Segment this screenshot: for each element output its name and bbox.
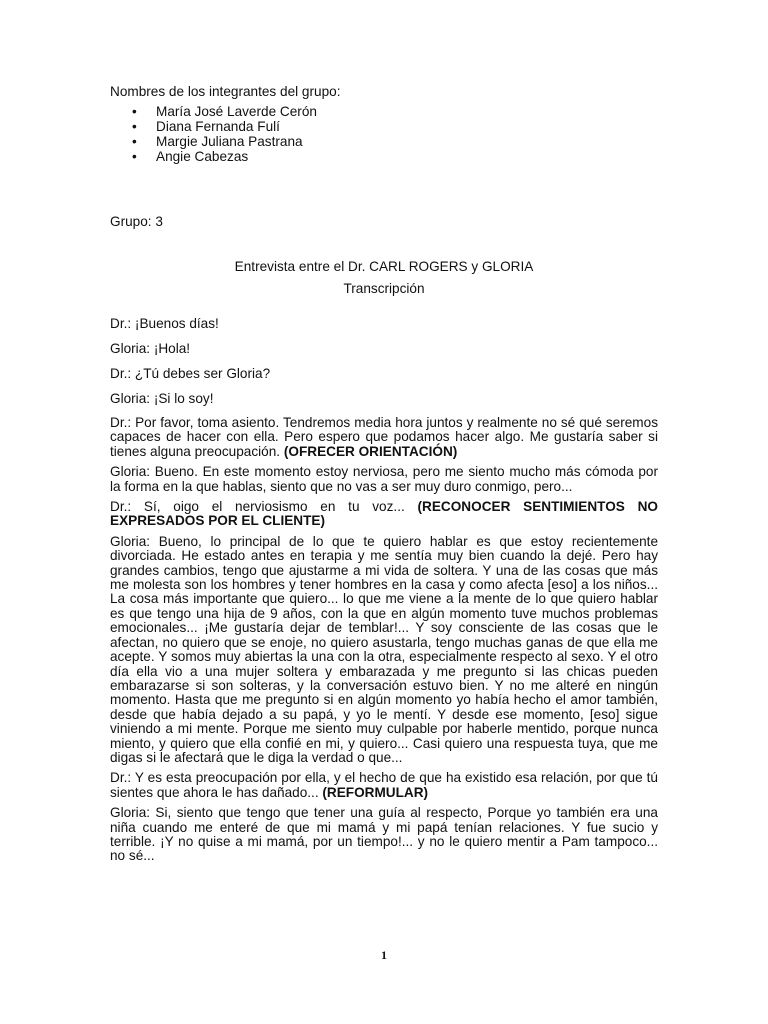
dialogue-text: Gloria: ¡Hola! [110,341,191,356]
dialogue-line [110,391,658,407]
dialogue-line [110,806,658,864]
technique-tag: (RECONOCER SENTIMIENTOS NO EXPRESADOS POR EL CLIENTE) [110,499,658,529]
dialogue-line [110,341,658,357]
document-subtitle: Transcripción [343,281,425,296]
dialogue-text: Dr.: ¿Tú debes ser Gloria? [110,366,271,381]
document-title: Entrevista entre el Dr. CARL ROGERS y GLORIA [234,259,534,274]
member-item: • Margie Juliana Pastrana [110,134,658,149]
technique-tag: (REFORMULAR) [322,784,429,800]
member-item: • Angie Cabezas [110,149,658,164]
dialogue-text: Dr.: Y es esta preocupación por ella, y el hecho de que ha existido esa relación, por que tú sientes que ahora le has dañado... [110,770,658,800]
page-number: 1 [381,948,387,962]
dialogue-line [110,316,658,332]
transcript [110,316,658,864]
dialogue-text: Gloria: Bueno, lo principal de lo que te quiero hablar es que estoy recientemente divorciada. He estado antes en terapia y me sentía muy bien cuando la dejé. Pero hay grandes cambios, tengo que ajustarme a mi vida de soltera. Y una de las cosas que más me molesta son los hombres y tener hombres en la casa y como afecta [eso] a los niños... La cosa más importante que quiero... lo que me viene a la mente de lo que quiero hablar es que tengo una hija de 9 años, con la que en algún momento tuve muchos problemas emocionales... ¡Me gustaría dejar de temblar!... Y soy consciente de las cosas que le afectan, no quiero que se enoje, no quiero asustarla, tengo muchas ganas de que ella me acepte. Y somos muy abiertas la una con la otra, especialmente respecto al sexo. Y el otro día ella vio a una mujer soltera y embarazada y me pregunto si las chicas pueden embarazarse si son solteras, y la conversación estuvo bien. Y no me alteré en ningún momento. Hasta que me pregunto si en algún momento yo había hecho el amor también, desde que había dejado a su papá, y yo le mentí. Y desde ese momento, [eso] sigue viniendo a mi mente. Porque me siento muy culpable por haberle mentido, porque nunca miento, y quiero que ella confié en mi, y quiero... Casi quiero una respuesta tuya, que me digas si le afectará que le diga la verdad o que... [110,533,658,765]
document-content [110,84,658,870]
dialogue-line [110,535,658,766]
dialogue-text: Gloria: Bueno. En este momento estoy nerviosa, pero me siento mucho más cómoda por la forma en la que hablas, siento que no vas a ser muy duro conmigo, pero... [110,464,658,494]
dialogue-line [110,465,658,494]
group-number: Grupo: 3 [110,214,163,229]
member-item: • María José Laverde Cerón [110,104,658,119]
members-list [110,104,658,164]
dialogue-text: Dr.: Por favor, toma asiento. Tendremos media hora juntos y realmente no sé qué seremos capaces de hacer con ella. Pero espero que podamos hacer algo. Me gustaría saber si tienes alguna preocupación. [110,415,658,459]
dialogue-line [110,416,658,459]
dialogue-line [110,366,658,382]
dialogue-text: Dr.: ¡Buenos días! [110,316,219,331]
dialogue-line [110,771,658,800]
dialogue-text: Gloria: Si, siento que tengo que tener una guía al respecto, Porque yo también era una niña cuando me enteré de que mi mamá y mi papá tenían relaciones. Y fue sucio y terrible. ¡Y no quise a mi mamá, por un tiempo!... y no le quiero mentir a Pam tampoco... no sé... [110,805,658,864]
members-heading: Nombres de los integrantes del grupo: [110,84,341,99]
dialogue-text: Dr.: Sí, oigo el nerviosismo en tu voz... [110,499,405,515]
technique-tag: (OFRECER ORIENTACIÓN) [283,443,458,459]
member-item: • Diana Fernanda Fulí [110,119,658,134]
dialogue-text: Gloria: ¡Si lo soy! [110,391,214,406]
dialogue-line [110,500,658,529]
